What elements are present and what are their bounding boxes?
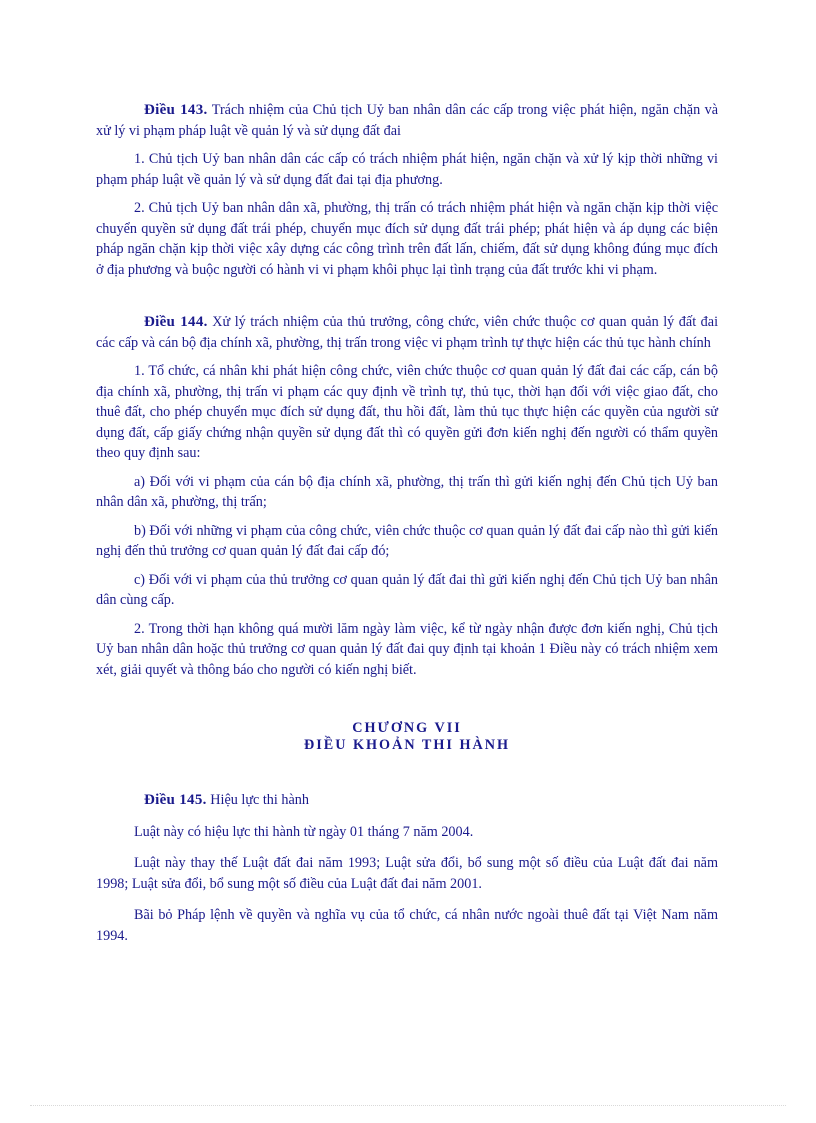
chapter-title: ĐIỀU KHOẢN THI HÀNH [303, 737, 511, 753]
article-145-para-2: Luật này thay thế Luật đất đai năm 1993; Luật sửa đổi, bổ sung một số điều của Luật đất đai năm 1998; Luật sửa đổi, bổ sung một số điều của Luật đất đai năm 2001. [96, 855, 718, 892]
article-143-label: Điều 143. [144, 102, 208, 118]
chapter-number: CHƯƠNG VII [352, 720, 462, 736]
article-143-clause-2: 2. Chủ tịch Uỷ ban nhân dân xã, phường, thị trấn có trách nhiệm phát hiện và ngăn chặn kịp thời việc chuyển quyền sử dụng đất trái phép, chuyển mục đích sử dụng đất trái phép; phát hiện và áp dụng các biện pháp ngăn chặn kịp thời việc xây dựng các công trình trên đất lấn, chiếm, đất sử dụng không đúng mục đích ở địa phương và buộc người có hành vi vi phạm khôi phục lại tình trạng của đất trước khi vi phạm. [96, 200, 718, 278]
article-144-heading [96, 312, 718, 353]
article-145-title: Hiệu lực thi hành [206, 792, 309, 808]
article-143-clause-1: 1. Chủ tịch Uỷ ban nhân dân các cấp có trách nhiệm phát hiện, ngăn chặn và xử lý kịp thời những vi phạm pháp luật về quản lý và sử dụng đất đai tại địa phương. [96, 151, 718, 188]
article-144-point-b: b) Đối với những vi phạm của công chức, viên chức thuộc cơ quan quản lý đất đai cấp nào thì gửi kiến nghị đến thủ trưởng cơ quan quản lý đất đai cấp đó; [96, 522, 718, 559]
article-143-heading [96, 100, 718, 141]
article-144-clause-2: 2. Trong thời hạn không quá mười lăm ngày làm việc, kể từ ngày nhận được đơn kiến nghị, Chủ tịch Uỷ ban nhân dân hoặc thủ trưởng cơ quan quản lý đất đai quy định tại khoản 1 Điều này có trách nhiệm xem xét, giải quyết và thông báo cho người có kiến nghị biết. [96, 620, 718, 678]
article-144-clause-1: 1. Tổ chức, cá nhân khi phát hiện công chức, viên chức thuộc cơ quan quản lý đất đai các cấp, cán bộ địa chính xã, phường, thị trấn vi phạm các quy định về trình tự, thủ tục, thời hạn đối với việc giao đất, cho thuê đất, cho phép chuyển mục đích sử dụng đất, thu hồi đất, làm thủ tục thực hiện các quyền của người sử dụng đất, cấp giấy chứng nhận quyền sử dụng đất thì có quyền gửi đơn kiến nghị đến người có thẩm quyền theo quy định sau: [96, 363, 718, 461]
article-145-heading [96, 790, 718, 811]
article-144-point-c: c) Đối với vi phạm của thủ trưởng cơ quan quản lý đất đai thì gửi kiến nghị đến Chủ tịch Uỷ ban nhân dân cùng cấp. [96, 571, 718, 608]
article-144-title: Xử lý trách nhiệm của thủ trưởng, công chức, viên chức thuộc cơ quan quản lý đất đai các cấp và cán bộ địa chính xã, phường, thị trấn trong việc vi phạm trình tự thực hiện các thủ tục hành chính [96, 314, 719, 351]
chapter-heading [96, 720, 718, 754]
article-144-label: Điều 144. [144, 314, 208, 330]
article-144-point-a: a) Đối với vi phạm của cán bộ địa chính xã, phường, thị trấn thì gửi kiến nghị đến Chủ tịch Uỷ ban nhân dân xã, phường, thị trấn; [96, 473, 718, 510]
document-page [96, 100, 718, 946]
article-145-para-3: Bãi bỏ Pháp lệnh về quyền và nghĩa vụ của tổ chức, cá nhân nước ngoài thuê đất tại Việt Nam năm 1994. [96, 907, 718, 944]
article-145-label: Điều 145. [144, 792, 207, 808]
page-bottom-rule [30, 1105, 786, 1106]
article-143-title: Trách nhiệm của Chủ tịch Uỷ ban nhân dân các cấp trong việc phát hiện, ngăn chặn và xử lý vi phạm pháp luật về quản lý và sử dụng đất đai [96, 102, 719, 139]
article-145-para-1: Luật này có hiệu lực thi hành từ ngày 01 tháng 7 năm 2004. [134, 823, 474, 840]
